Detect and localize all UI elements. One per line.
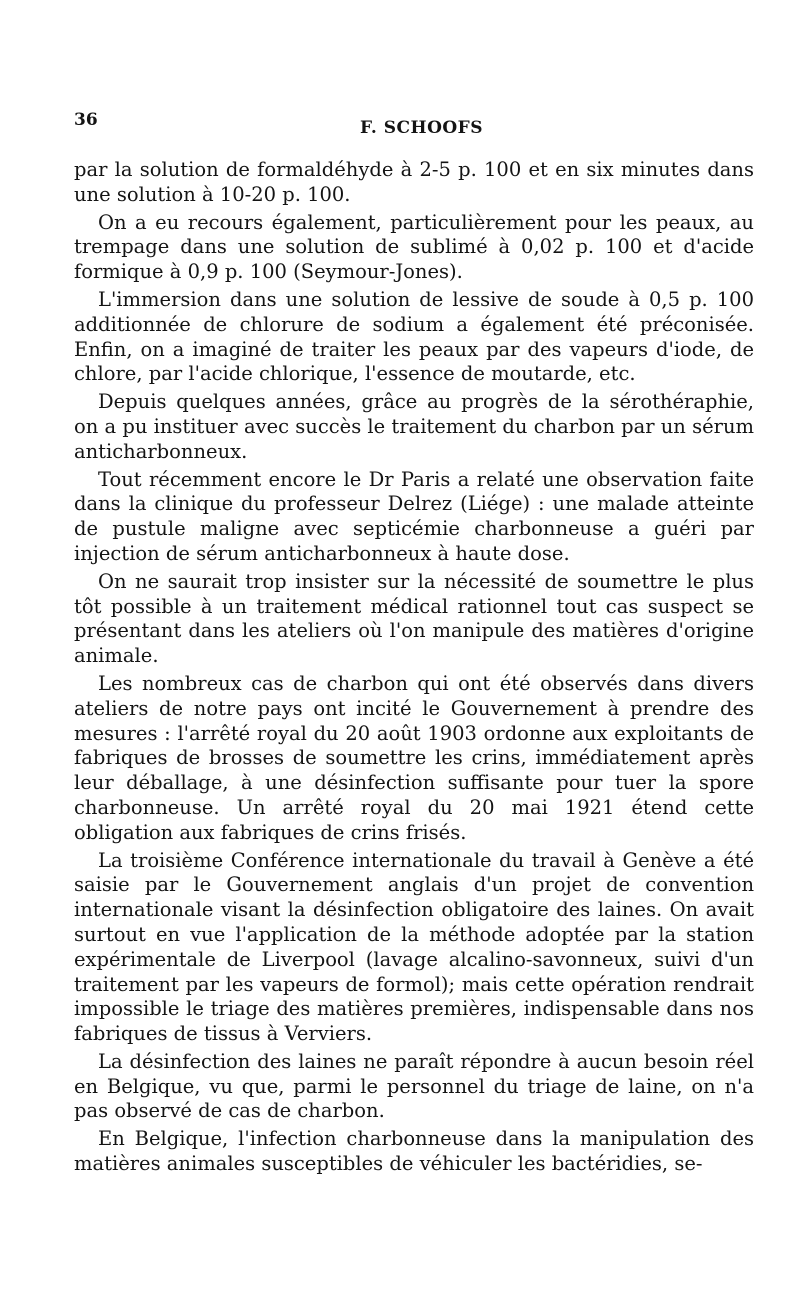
- paragraph: La désinfection des laines ne paraît répondre à aucun besoin réel en Belgique, vu que, parmi le personnel du triage de laine, on n'a pas observé de cas de charbon.: [74, 1049, 754, 1123]
- paragraph: par la solution de formaldéhyde à 2-5 p. 100 et en six minutes dans une solution à 10-20 p. 100.: [74, 158, 754, 206]
- paragraph: Tout récemment encore le Dr Paris a relaté une observation faite dans la clinique du professeur Delrez (Liége) : une malade atteinte de pustule maligne avec septicémie charbonneuse a guéri par injection de sérum anticharbonneux à haute dose.: [74, 467, 754, 565]
- paragraph: Les nombreux cas de charbon qui ont été observés dans divers ateliers de notre pays ont incité le Gouvernement à prendre des mesures : l'arrêté royal du 20 août 1903 ordonne aux exploitants de fabriques de brosses de soumettre les crins, immédiatement après leur déballage, à une désinfection suffisante pour tuer la spore charbonneuse. Un arrêté royal du 20 mai 1921 étend cette obligation aux fabriques de crins frisés.: [74, 671, 754, 844]
- paragraph: En Belgique, l'infection charbonneuse dans la manipulation des matières animales susceptibles de véhiculer les bactéridies, se-: [74, 1127, 754, 1176]
- paragraph: L'immersion dans une solution de lessive de soude à 0,5 p. 100 additionnée de chlorure de sodium a également été préconisée. Enfin, on a imaginé de traiter les peaux par des vapeurs d'iode, de chlore, par l'acide chlorique, l'essence de moutarde, etc.: [74, 287, 754, 386]
- running-head: F. SCHOOFS: [360, 118, 484, 138]
- page-number: 36: [74, 110, 98, 130]
- paragraph: On ne saurait trop insister sur la nécessité de soumettre le plus tôt possible à un traitement médical rationnel tout cas suspect se présentant dans les ateliers où l'on manipule des matières d'origine animale.: [74, 569, 754, 668]
- body-text: [74, 158, 754, 1180]
- paragraph: On a eu recours également, particulièrement pour les peaux, au trempage dans une solution de sublimé à 0,02 p. 100 et d'acide formique à 0,9 p. 100 (Seymour-Jones).: [74, 210, 754, 284]
- paragraph: Depuis quelques années, grâce au progrès de la sérothéraphie, on a pu instituer avec succès le traitement du charbon par un sérum anticharbonneux.: [74, 390, 754, 463]
- paragraph: La troisième Conférence internationale du travail à Genève a été saisie par le Gouvernement anglais d'un projet de convention internationale visant la désinfection obligatoire des laines. On avait surtout en vue l'application de la méthode adoptée par la station expérimentale de Liverpool (lavage alcalino-savonneux, suivi d'un traitement par les vapeurs de formol); mais cette opération rendrait impossible le triage des matières premières, indispensable dans nos fabriques de tissus à Verviers.: [74, 848, 754, 1046]
